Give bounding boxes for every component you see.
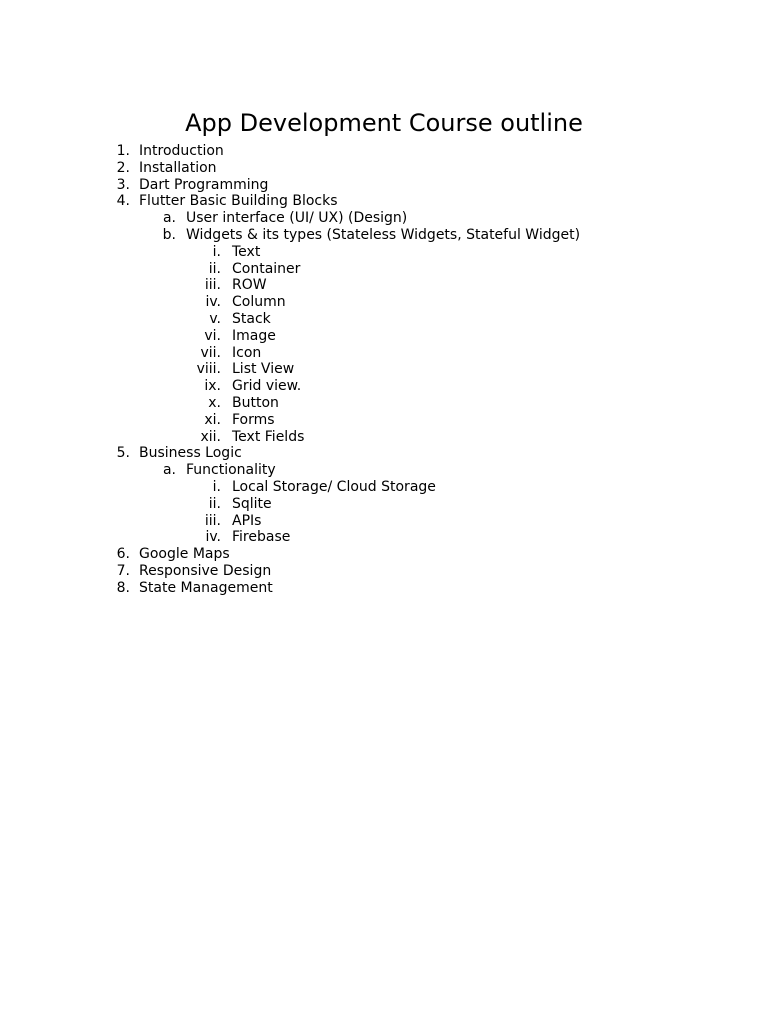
outline-item-text: Column: [232, 294, 286, 311]
outline-item-marker: vi.: [204, 327, 221, 344]
outline-item-level-2: [0, 227, 768, 244]
outline-item-text: Forms: [232, 411, 275, 428]
outline-item-marker: viii.: [196, 361, 221, 378]
outline-item-text: List View: [232, 361, 295, 378]
outline-item-text: Text: [232, 243, 261, 260]
outline-item-text: Flutter Basic Building Blocks: [139, 193, 338, 210]
outline-item-level-1: [0, 160, 768, 177]
document-title: App Development Course outline: [185, 109, 583, 137]
outline-item-text: Business Logic: [139, 445, 242, 462]
outline-item-marker: 2.: [116, 159, 130, 176]
outline-item-level-3: [0, 513, 768, 530]
outline-item-level-1: [0, 546, 768, 563]
outline-item-text: Image: [232, 327, 276, 344]
outline-item-text: Container: [232, 260, 301, 277]
outline-item-text: Responsive Design: [139, 562, 272, 579]
outline-item-marker: 7.: [116, 562, 130, 579]
outline-item-marker: xii.: [200, 428, 221, 445]
outline-item-marker: 4.: [116, 193, 130, 210]
outline-item-level-1: [0, 193, 768, 210]
outline-item-marker: b.: [162, 226, 176, 243]
outline-item-level-3: [0, 311, 768, 328]
outline-item-marker: x.: [208, 394, 221, 411]
outline-item-text: Grid view.: [232, 378, 302, 395]
outline-item-marker: i.: [212, 478, 221, 495]
outline-item-marker: iii.: [204, 277, 221, 294]
outline-item-marker: xi.: [204, 411, 221, 428]
outline-item-marker: i.: [212, 243, 221, 260]
outline-item-text: APIs: [232, 512, 262, 529]
outline-item-level-1: [0, 177, 768, 194]
outline-item-text: Introduction: [139, 143, 224, 159]
course-outline-list: [0, 143, 768, 597]
outline-item-marker: a.: [162, 462, 176, 479]
outline-item-text: Button: [232, 394, 279, 411]
outline-item-marker: 1.: [116, 143, 130, 159]
outline-item-text: Text Fields: [232, 428, 305, 445]
outline-item-marker: ix.: [204, 378, 221, 395]
outline-item-level-3: [0, 294, 768, 311]
outline-item-level-3: [0, 479, 768, 496]
outline-item-text: Firebase: [232, 529, 291, 546]
outline-item-text: User interface (UI/ UX) (Design): [186, 210, 408, 227]
outline-item-level-1: [0, 563, 768, 580]
outline-item-text: Local Storage/ Cloud Storage: [232, 478, 436, 495]
outline-item-level-3: [0, 529, 768, 546]
outline-item-marker: ii.: [208, 260, 221, 277]
outline-item-marker: v.: [209, 310, 221, 327]
outline-item-text: Icon: [232, 344, 262, 361]
outline-item-level-3: [0, 328, 768, 345]
outline-item-marker: 8.: [116, 579, 130, 596]
outline-item-marker: iv.: [205, 294, 221, 311]
outline-item-level-3: [0, 429, 768, 446]
outline-item-text: Stack: [232, 310, 271, 327]
outline-item-level-3: [0, 261, 768, 278]
outline-item-level-2: [0, 462, 768, 479]
outline-item-marker: 6.: [116, 546, 130, 563]
outline-item-level-1: [0, 580, 768, 597]
outline-item-level-3: [0, 277, 768, 294]
outline-item-level-1: [0, 445, 768, 462]
outline-item-level-3: [0, 395, 768, 412]
outline-item-level-1: [0, 143, 768, 160]
outline-item-marker: 5.: [116, 445, 130, 462]
outline-item-text: Installation: [139, 159, 217, 176]
outline-item-marker: vii.: [200, 344, 221, 361]
outline-item-marker: ii.: [208, 495, 221, 512]
outline-item-text: Dart Programming: [139, 176, 269, 193]
outline-item-text: Google Maps: [139, 546, 230, 563]
outline-item-level-3: [0, 496, 768, 513]
outline-item-marker: iii.: [204, 512, 221, 529]
outline-item-level-3: [0, 345, 768, 362]
outline-item-text: State Management: [139, 579, 273, 596]
outline-item-level-3: [0, 378, 768, 395]
outline-item-level-3: [0, 412, 768, 429]
outline-item-marker: 3.: [116, 176, 130, 193]
outline-item-text: Sqlite: [232, 495, 272, 512]
outline-item-text: Functionality: [186, 462, 276, 479]
outline-item-marker: a.: [162, 210, 176, 227]
outline-item-marker: iv.: [205, 529, 221, 546]
outline-item-text: ROW: [232, 277, 267, 294]
outline-item-level-3: [0, 244, 768, 261]
outline-item-level-3: [0, 361, 768, 378]
outline-item-text: Widgets & its types (Stateless Widgets, Stateful Widget): [186, 226, 581, 243]
outline-item-level-2: [0, 210, 768, 227]
